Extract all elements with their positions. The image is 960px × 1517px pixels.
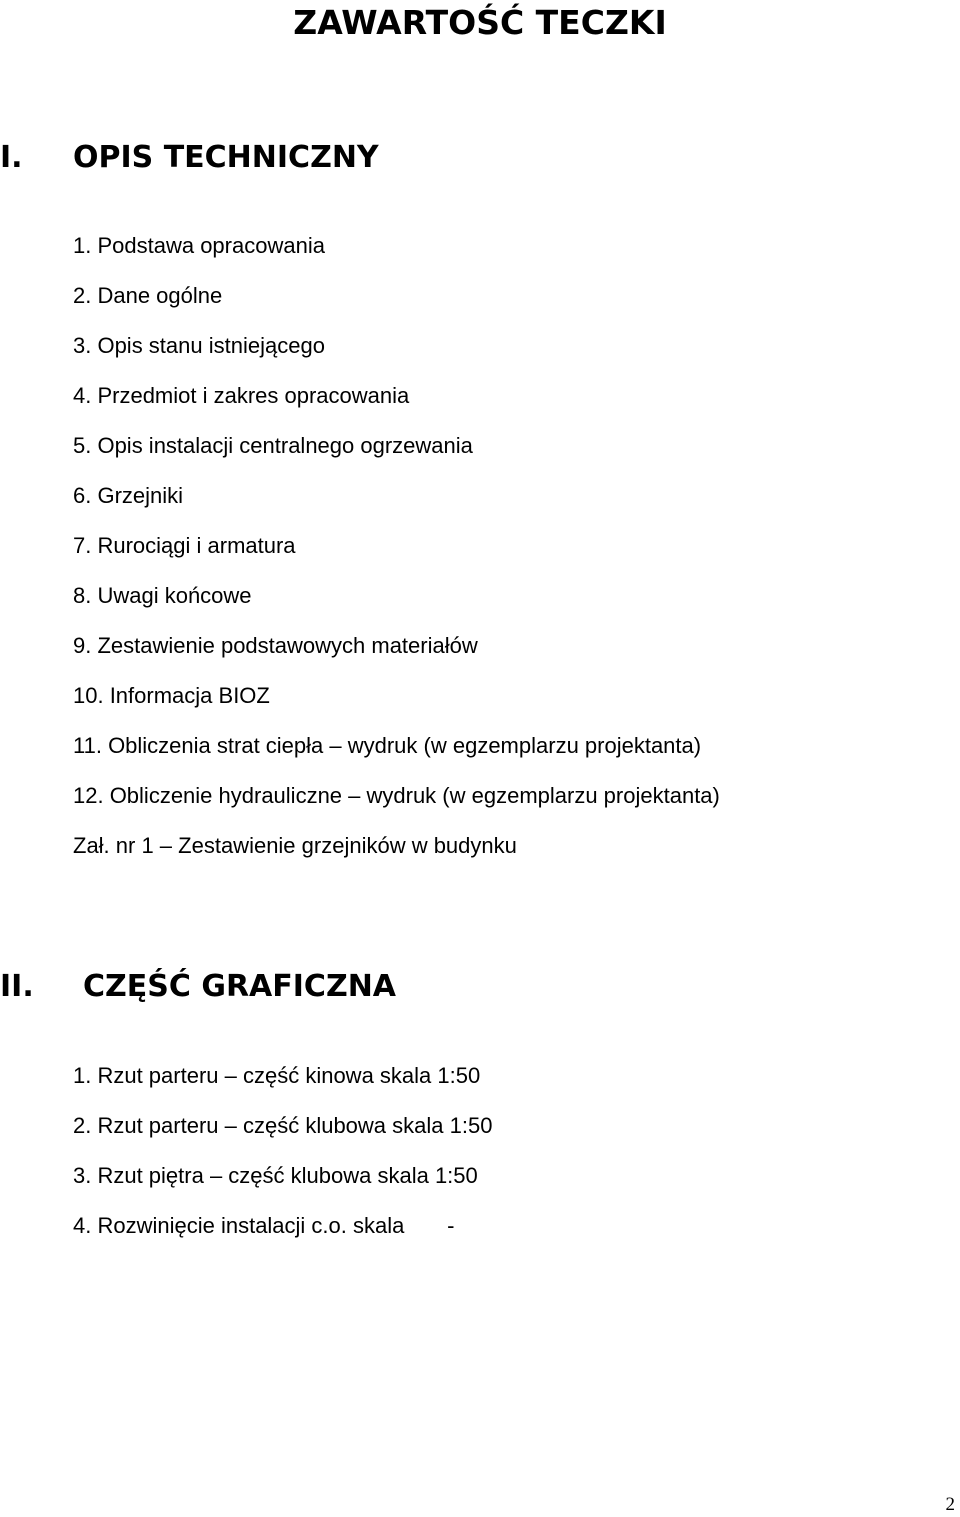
section-number: II. <box>0 969 34 1004</box>
list-item: 9. Zestawienie podstawowych materiałów <box>73 633 478 658</box>
list-item: 4. Rozwinięcie instalacji c.o. skala - <box>73 1213 455 1238</box>
section-heading-opis-techniczny <box>0 138 379 178</box>
list-item: 1. Rzut parteru – część kinowa skala 1:50 <box>73 1063 481 1088</box>
list-item: 5. Opis instalacji centralnego ogrzewania <box>73 433 473 458</box>
list-item: 10. Informacja BIOZ <box>73 683 270 708</box>
section-title: CZĘŚĆ GRAFICZNA <box>83 969 397 1004</box>
list-item: 1. Podstawa opracowania <box>73 233 325 258</box>
list-item: 3. Rzut piętra – część klubowa skala 1:50 <box>73 1163 478 1188</box>
list-item: 8. Uwagi końcowe <box>73 583 252 608</box>
section-title: OPIS TECHNICZNY <box>73 140 379 175</box>
list-item: 12. Obliczenie hydrauliczne – wydruk (w egzemplarzu projektanta) <box>73 783 720 808</box>
list-item: 2. Dane ogólne <box>73 283 223 308</box>
list-item: 11. Obliczenia strat ciepła – wydruk (w egzemplarzu projektanta) <box>73 733 702 758</box>
opis-techniczny-contents-list <box>73 232 720 882</box>
czesc-graficzna-contents-list <box>73 1062 492 1262</box>
page-number: 2 <box>945 1494 955 1515</box>
list-item: 3. Opis stanu istniejącego <box>73 333 325 358</box>
section-number: I. <box>0 140 23 175</box>
list-item: 6. Grzejniki <box>73 483 184 508</box>
list-item: 7. Rurociągi i armatura <box>73 533 296 558</box>
list-item: 2. Rzut parteru – część klubowa skala 1:50 <box>73 1113 493 1138</box>
list-item: Zał. nr 1 – Zestawienie grzejników w budynku <box>73 833 517 858</box>
page-title: ZAWARTOŚĆ TECZKI <box>293 3 667 42</box>
list-item: 4. Przedmiot i zakres opracowania <box>73 383 410 408</box>
section-heading-czesc-graficzna <box>0 967 397 1007</box>
